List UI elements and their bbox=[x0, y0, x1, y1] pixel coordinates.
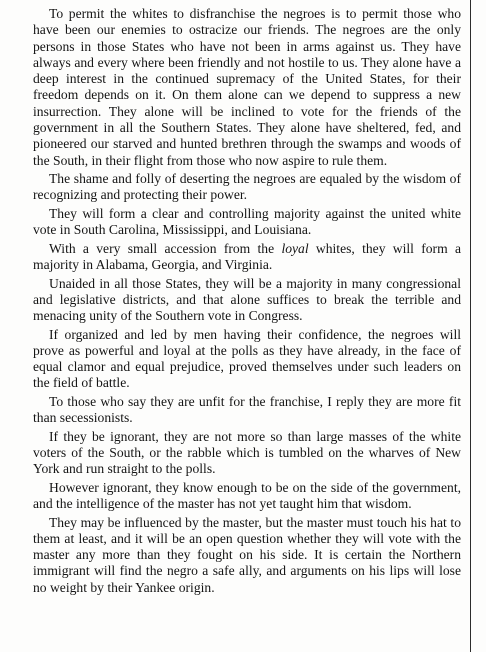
paragraph-1: To permit the whites to disfranchise the negroes is to permit those who have been our enemies to ostracize our friends. The negroes are the only persons in those States who have not been in arms against us. They have always and every where been friendly and not hostile to us. They alone have a deep interest in the continued supremacy of the United States, for their freedom depends on it. On them alone can we depend to suppress a new insurrection. They alone will be inclined to vote for the friends of the government in all the Southern States. They alone have sheltered, fed, and pioneered our starved and hunted brethren through the swamps and woods of the South, in their flight from those who now aspire to rule them. bbox=[33, 6, 461, 168]
paragraph-5: Unaided in all those States, they will be a majority in many congressional and legislative districts, and that alone suffices to break the terrible and menacing unity of the Southern vote in Congress. bbox=[33, 275, 461, 324]
page-edge-rule bbox=[470, 0, 471, 652]
paragraph-4 bbox=[33, 241, 461, 274]
paragraph-7: To those who say they are unfit for the franchise, I reply they are more fit than secessionists. bbox=[33, 393, 461, 426]
paragraph-3: They will form a clear and controlling majority against the united white vote in South Carolina, Mississippi, and Louisiana. bbox=[33, 205, 461, 238]
italic-word-loyal: loyal bbox=[281, 240, 309, 256]
paragraph-4-start: With a very small accession from the bbox=[49, 240, 282, 256]
paragraph-8: If they be ignorant, they are not more so than large masses of the white voters of the South, or the rabble which is tumbled on the wharves of New York and run straight to the polls. bbox=[33, 428, 461, 477]
paragraph-2: The shame and folly of deserting the negroes are equaled by the wisdom of recognizing and protecting their power. bbox=[33, 171, 461, 203]
paragraph-4-end: whites, they will form a majority in Alabama, Georgia, and Virginia. bbox=[33, 240, 461, 273]
paragraph-6: If organized and led by men having their confidence, the negroes will prove as powerful and loyal at the polls as they have already, in the face of equal clamor and equal prejudice, proved themselves under such leaders on the field of battle. bbox=[33, 326, 461, 391]
paragraph-9: However ignorant, they know enough to be on the side of the government, and the intelligence of the master has not yet taught him that wisdom. bbox=[33, 479, 461, 512]
body-text bbox=[33, 6, 461, 598]
paragraph-10: They may be influenced by the master, but the master must touch his hat to them at least, and it will be an open question whether they will vote with the master any more than they fought on his side. It is certain the Northern immigrant will find the negro a safe ally, and arguments on his lips will lose no weight by their Yankee origin. bbox=[33, 514, 461, 595]
